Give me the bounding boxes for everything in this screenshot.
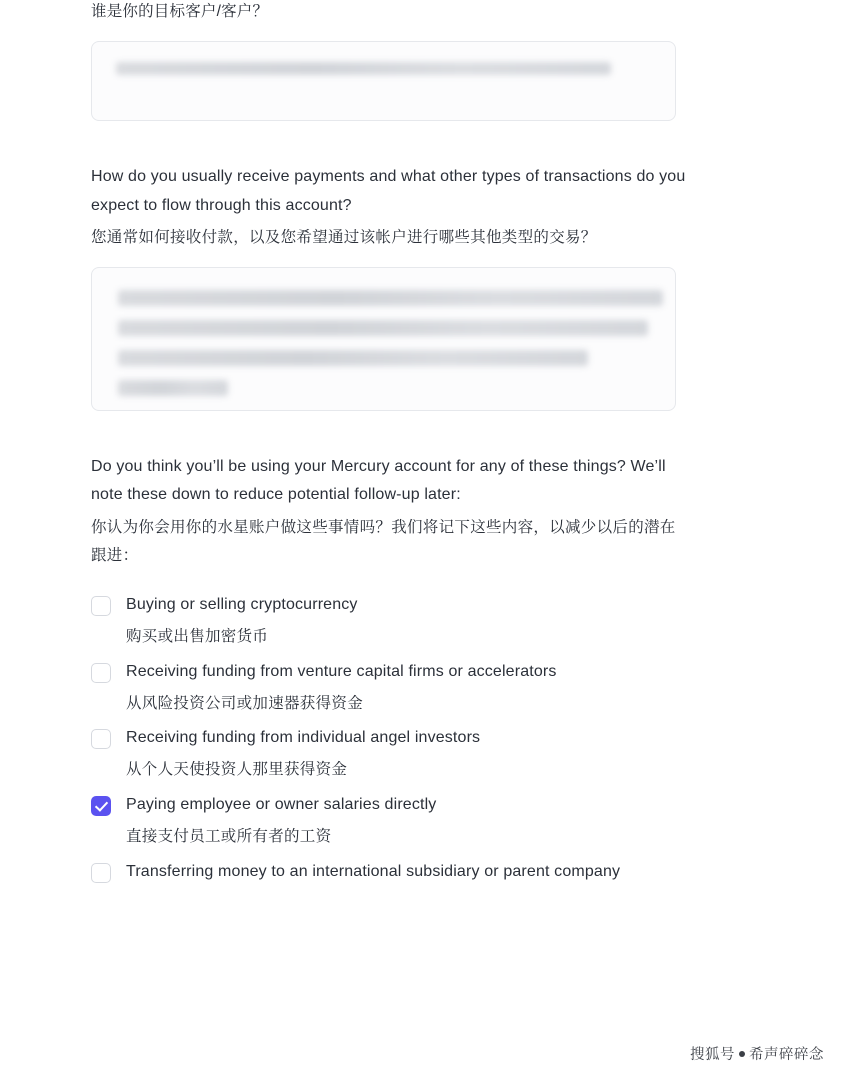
checkbox-option-international-transfer[interactable] [91,860,691,885]
redacted-text [118,320,648,336]
checkbox-label-en: Transferring money to an international subsidiary or parent company [126,862,621,880]
checkbox-option-texts [126,860,691,885]
checkbox-label-zh: 购买或出售加密货币 [126,627,269,645]
answer-field-1[interactable] [91,267,676,411]
redacted-text [118,350,588,366]
checkbox-label-en: Receiving funding from venture capital firms or accelerators [126,662,557,680]
question-1-en: How do you usually receive payments and what other types of transactions do you expect to flow through this account? [91,168,686,214]
redacted-text [118,290,663,306]
checkbox-option-crypto[interactable] [91,593,691,650]
watermark-name: 希声碎碎念 [749,1047,824,1063]
checkbox-icon-checked[interactable] [91,796,111,816]
checkbox-icon[interactable] [91,596,111,616]
question-2-en: Do you think you’ll be using your Mercury account for any of these things? We’ll note these down to reduce potential follow-up later: [91,457,666,504]
question-1-zh: 您通常如何接收付款，以及您希望通过该帐户进行哪些其他类型的交易？ [91,229,597,247]
checkbox-icon[interactable] [91,663,111,683]
form-content [91,0,691,894]
redacted-text [116,62,611,75]
checkbox-option-texts [126,726,691,783]
checkbox-option-vc-funding[interactable] [91,660,691,717]
checkbox-label-en: Paying employee or owner salaries directly [126,795,437,813]
watermark-dot-icon [739,1051,745,1057]
question-1 [91,163,691,253]
checkbox-label-zh: 直接支付员工或所有者的工资 [126,827,332,845]
checkbox-icon[interactable] [91,863,111,883]
checkbox-option-angel-funding[interactable] [91,726,691,783]
question-2-zh: 你认为你会用你的水星账户做这些事情吗？我们将记下这些内容，以减少以后的潜在跟进： [91,518,676,565]
checkbox-label-zh: 从风险投资公司或加速器获得资金 [126,694,364,712]
checkbox-option-texts [126,593,691,650]
checkbox-label-en: Buying or selling cryptocurrency [126,596,358,614]
checkbox-option-texts [126,660,691,717]
watermark-prefix: 搜狐号 [690,1047,735,1063]
watermark [690,1043,824,1064]
checkbox-icon[interactable] [91,729,111,749]
question-2 [91,453,691,571]
checkbox-list [91,593,691,884]
redacted-text [118,380,228,396]
checkbox-option-salaries[interactable] [91,793,691,850]
checkbox-label-en: Receiving funding from individual angel investors [126,729,481,747]
checkbox-option-texts [126,793,691,850]
answer-field-0[interactable] [91,41,676,121]
checkbox-label-zh: 从个人天使投资人那里获得资金 [126,761,348,779]
question-0-zh: 谁是你的目标客户/客户？ [91,3,269,20]
